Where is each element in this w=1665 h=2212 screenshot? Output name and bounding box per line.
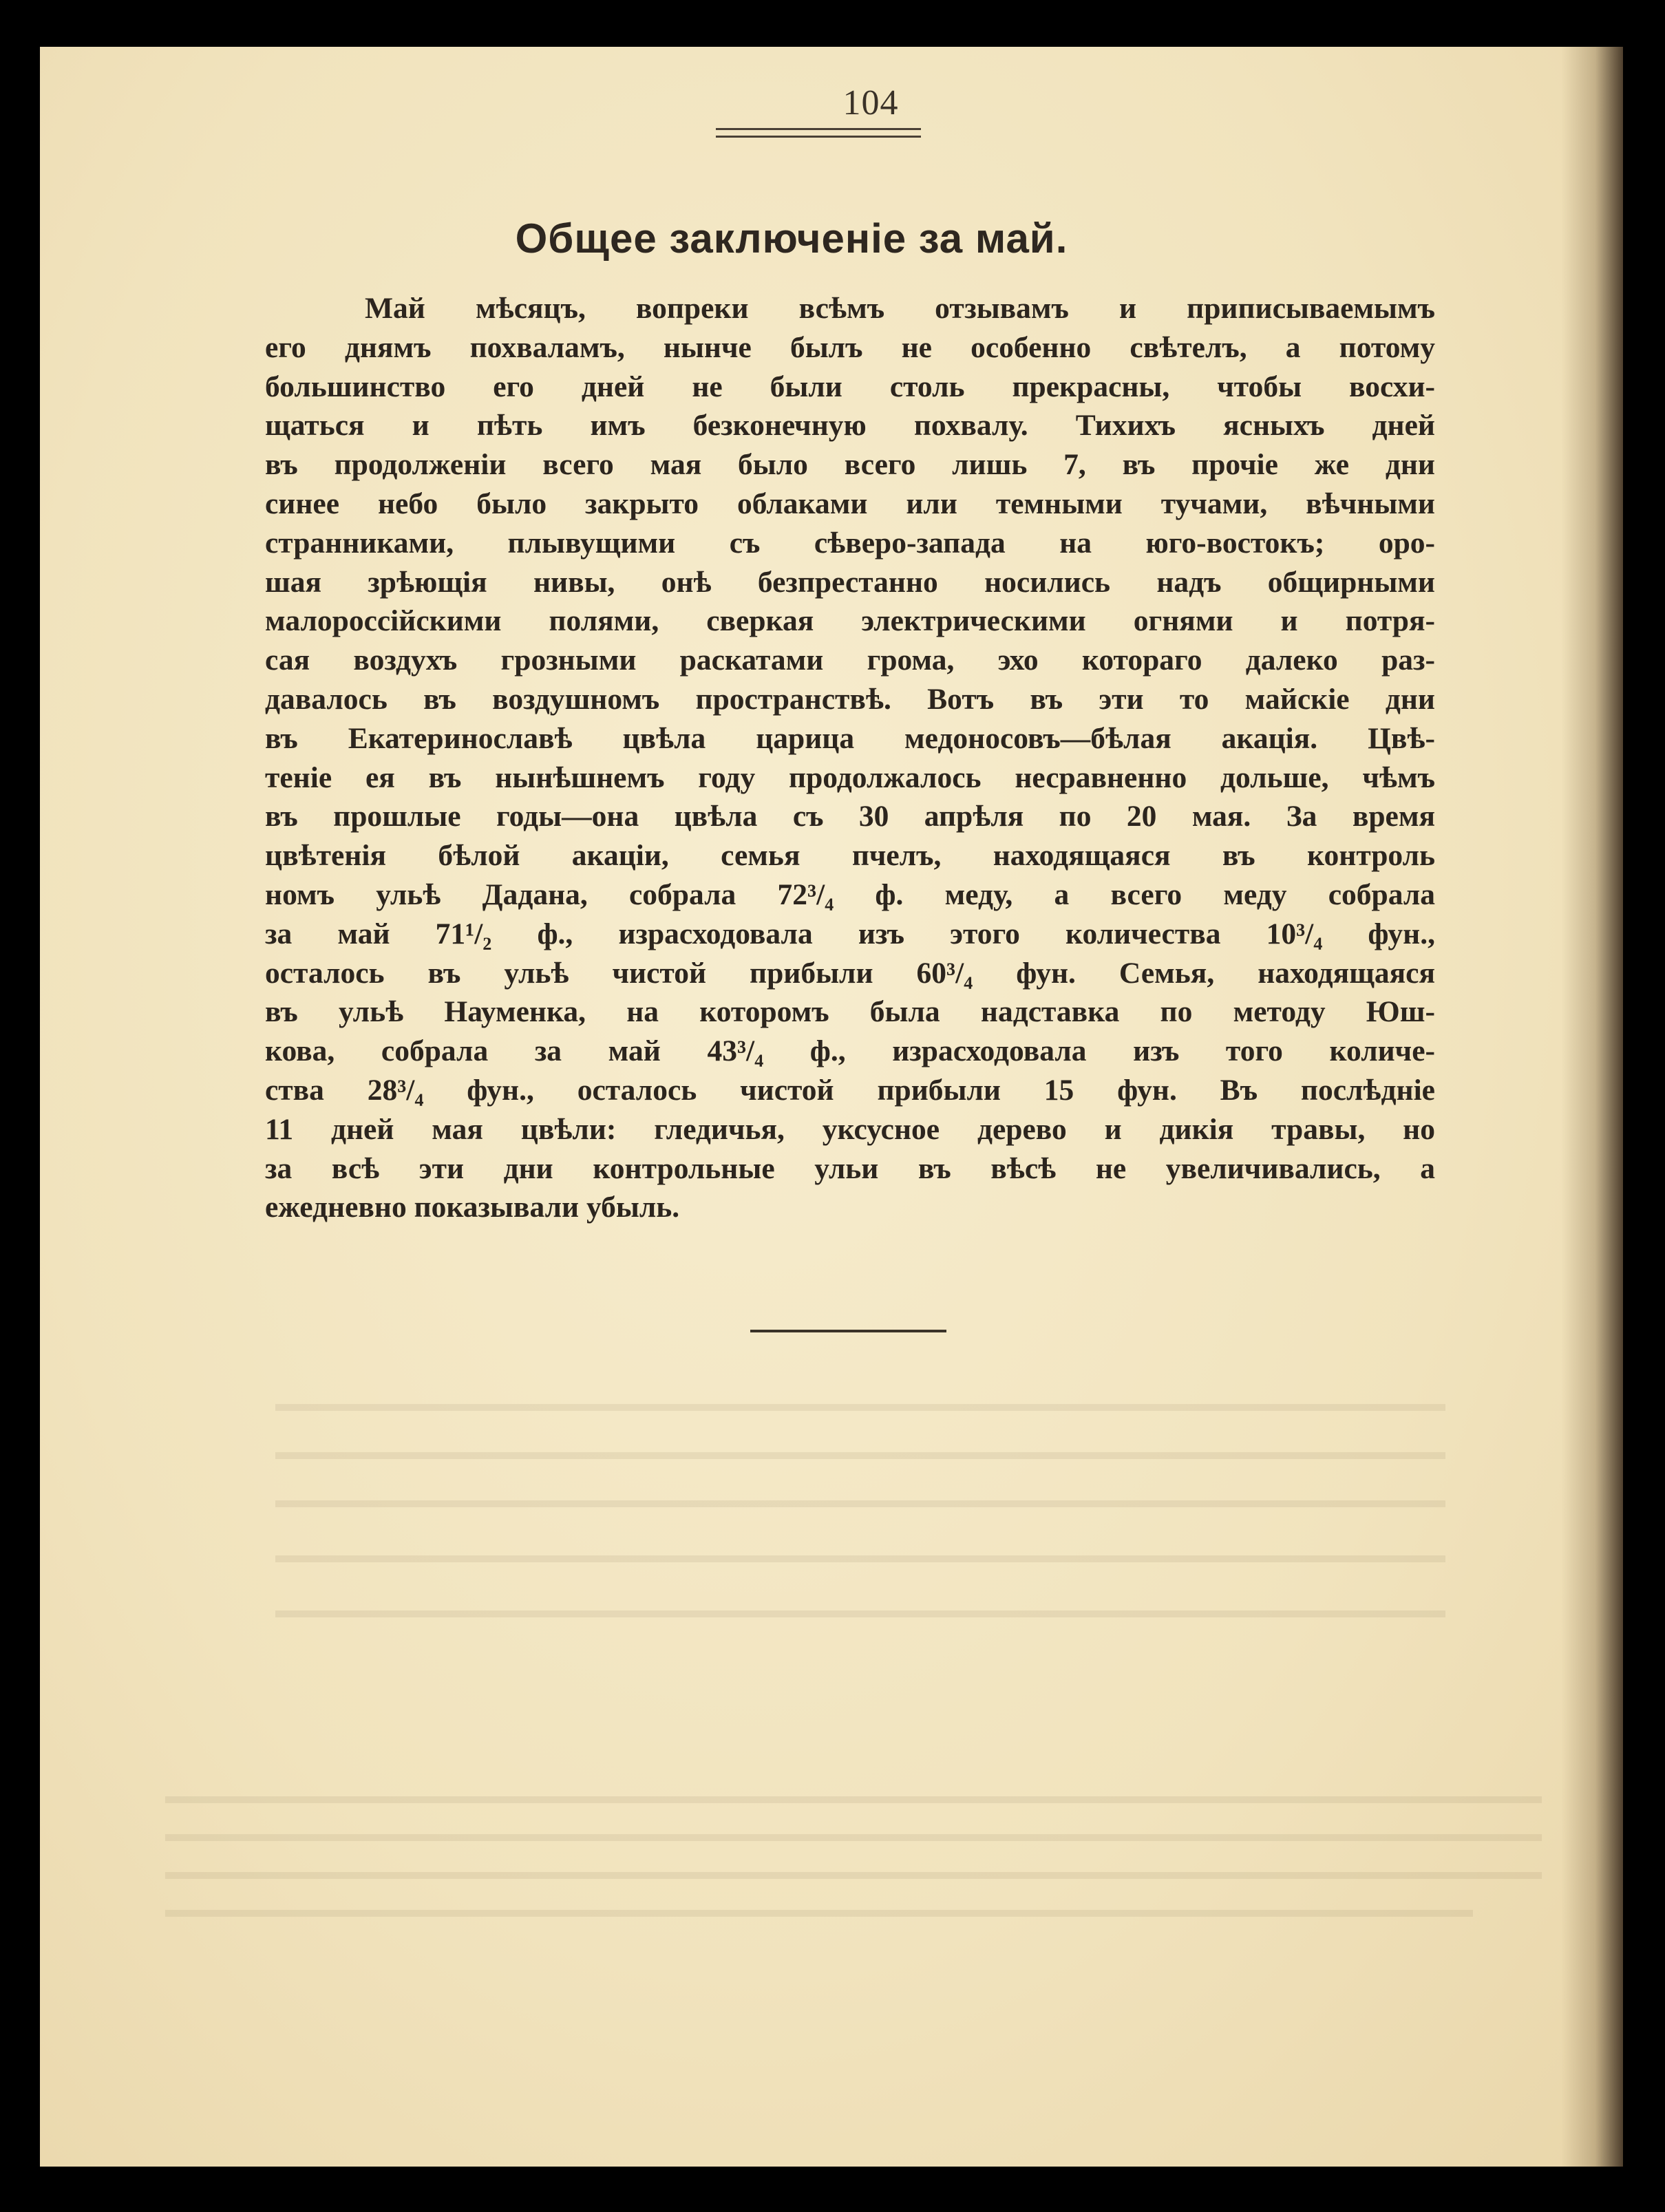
text-line: странниками, плывущими съ сѣверо-запада на юго-востокъ; оро- bbox=[265, 526, 1435, 560]
text-line: давалось въ воздушномъ пространствѣ. Вотъ въ эти то майскіе дни bbox=[265, 682, 1435, 716]
text-line: ежедневно показывали убыль. bbox=[265, 1191, 680, 1224]
bleed-through-line bbox=[165, 1796, 1542, 1803]
text-line: ства 28³/₄ фун., осталось чистой прибыли 15 фун. Въ послѣдніе bbox=[265, 1073, 1435, 1107]
bleed-through-line bbox=[165, 1910, 1473, 1917]
bleed-through-line bbox=[275, 1610, 1445, 1617]
body-paragraph bbox=[265, 289, 1435, 1227]
text-line: номъ ульѣ Дадана, собрала 72³/₄ ф. меду, а всего меду собрала bbox=[265, 878, 1435, 911]
text-line: сая воздухъ грозными раскатами грома, эхо котораго далеко раз- bbox=[265, 644, 1435, 677]
text-line: въ продолженіи всего мая было всего лишь 7, въ прочіе же дни bbox=[265, 448, 1435, 482]
text-line: щаться и пѣть имъ безконечную похвалу. Тихихъ ясныхъ дней bbox=[265, 409, 1435, 443]
text-line: шая зрѣющія нивы, онѣ безпрестанно носились надъ общирными bbox=[265, 565, 1435, 599]
section-heading: Общее заключеніе за май. bbox=[515, 215, 1068, 262]
text-line: за всѣ эти дни контрольные ульи въ вѣсѣ не увеличивались, а bbox=[265, 1151, 1435, 1185]
text-line: за май 71¹/₂ ф., израсходовала изъ этого количества 10³/₄ фун., bbox=[265, 917, 1435, 950]
section-end-rule bbox=[750, 1330, 946, 1332]
bleed-through-line bbox=[165, 1834, 1542, 1841]
text-line: Май мѣсяцъ, вопреки всѣмъ отзывамъ и приписываемымъ bbox=[365, 292, 1435, 325]
text-line: его днямъ похваламъ, нынче былъ не особенно свѣтелъ, а потому bbox=[265, 330, 1435, 364]
text-line: малороссійскими полями, сверкая электрическими огнями и потря- bbox=[265, 604, 1435, 638]
page-number-double-rule bbox=[716, 128, 921, 138]
text-line: теніе ея въ нынѣшнемъ году продолжалось несравненно дольше, чѣмъ bbox=[265, 761, 1435, 794]
text-line: синее небо было закрыто облаками или темными тучами, вѣчными bbox=[265, 487, 1435, 520]
bleed-through-line bbox=[275, 1452, 1445, 1459]
bleed-through-line bbox=[275, 1500, 1445, 1507]
text-line: въ Екатеринославѣ цвѣла царица медоносовъ—бѣлая акація. Цвѣ- bbox=[265, 721, 1435, 755]
bleed-through-line bbox=[165, 1872, 1542, 1879]
text-line: 11 дней мая цвѣли: гледичья, уксусное дерево и дикія травы, но bbox=[265, 1112, 1435, 1146]
text-line: осталось въ ульѣ чистой прибыли 60³/₄ фун. Семья, находящаяся bbox=[265, 956, 1435, 990]
text-line: въ прошлые годы—она цвѣла съ 30 апрѣля по 20 мая. За время bbox=[265, 800, 1435, 833]
bleed-through-line bbox=[275, 1555, 1445, 1562]
page-number: 104 bbox=[842, 83, 899, 123]
text-line: кова, собрала за май 43³/₄ ф., израсходовала изъ того количе- bbox=[265, 1034, 1435, 1068]
bleed-through-line bbox=[275, 1404, 1445, 1411]
text-line: въ ульѣ Науменка, на которомъ была надставка по методу Юш- bbox=[265, 995, 1435, 1029]
text-line: большинство его дней не были столь прекрасны, чтобы восхи- bbox=[265, 370, 1435, 403]
text-line: цвѣтенія бѣлой акаціи, семья пчелъ, находящаяся въ контроль bbox=[265, 839, 1435, 873]
page-gutter-shadow bbox=[1561, 47, 1623, 2167]
